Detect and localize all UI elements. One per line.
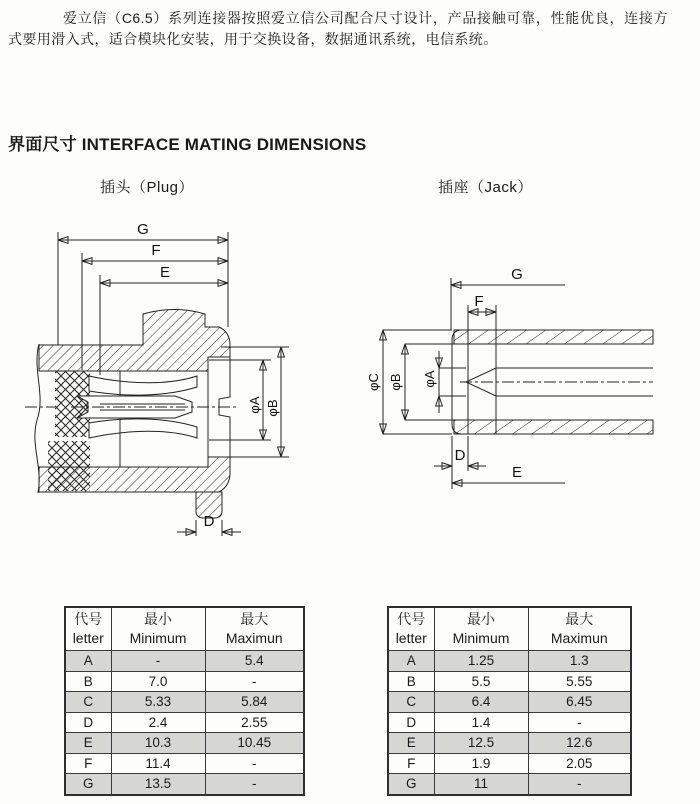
table-row (388, 733, 631, 754)
table-header-row (388, 607, 631, 651)
cell-max: - (528, 712, 631, 733)
cell-letter: B (65, 671, 111, 692)
intro-paragraph: 爱立信（C6.5）系列连接器按照爱立信公司配合尺寸设计，产品接触可靠，性能优良，连接方式要用滑入式，适合模块化安装，用于交换设备，数据通讯系统，电信系统。 (8, 10, 668, 47)
cell-letter: G (65, 774, 111, 795)
table-row (65, 712, 304, 733)
jack-dim-e-label: E (511, 464, 523, 481)
cell-max: - (205, 753, 304, 774)
cell-min: 2.4 (111, 712, 205, 733)
table-row (388, 774, 631, 795)
cell-letter: C (388, 692, 434, 713)
cell-letter: D (65, 712, 111, 733)
cell-max: - (205, 671, 304, 692)
table-row (65, 671, 304, 692)
cell-letter: F (65, 753, 111, 774)
plug-dim-phi-a-label: φA (247, 396, 262, 414)
table-row (388, 692, 631, 713)
cell-letter: G (388, 774, 434, 795)
jack-dim-g-label: G (511, 266, 523, 283)
cell-max: 6.45 (528, 692, 631, 713)
section-title: 界面尺寸 INTERFACE MATING DIMENSIONS (8, 135, 367, 154)
cell-min: 1.4 (434, 712, 528, 733)
cell-min: 7.0 (111, 671, 205, 692)
cell-letter: E (388, 733, 434, 754)
jack-dim-phi-c-label: φC (366, 373, 381, 391)
cell-letter: D (388, 712, 434, 733)
cell-min: 11 (434, 774, 528, 795)
col-header-maximum: 最大 Maximun (528, 607, 631, 651)
cell-min: - (111, 651, 205, 672)
plug-drawing (25, 205, 315, 550)
jack-dim-phi-b-label: φB (388, 373, 403, 391)
jack-dimensions-table (387, 606, 632, 796)
plug-label: 插头（Plug） (100, 179, 195, 196)
table-row (65, 774, 304, 795)
table-row (65, 753, 304, 774)
table-row (388, 753, 631, 774)
jack-label: 插座（Jack） (438, 179, 533, 196)
plug-dim-e-label: E (159, 264, 171, 281)
cell-min: 6.4 (434, 692, 528, 713)
cell-min: 5.33 (111, 692, 205, 713)
cell-letter: A (65, 651, 111, 672)
table-row (65, 651, 304, 672)
col-header-minimum: 最小 Minimum (111, 607, 205, 651)
cell-min: 1.9 (434, 753, 528, 774)
cell-min: 10.3 (111, 733, 205, 754)
plug-dim-g-label: G (137, 221, 149, 238)
col-header-letter: 代号 letter (65, 607, 111, 651)
cell-max: 2.05 (528, 753, 631, 774)
cell-min: 12.5 (434, 733, 528, 754)
plug-dim-d-label: D (203, 513, 215, 530)
jack-dim-f-label: F (474, 293, 484, 310)
cell-max: 5.84 (205, 692, 304, 713)
plug-dim-f-label: F (151, 242, 161, 259)
table-row (388, 712, 631, 733)
table-row (388, 651, 631, 672)
cell-max: 1.3 (528, 651, 631, 672)
jack-dim-phi-a-label: φA (422, 370, 437, 388)
plug-dimensions-table (64, 606, 305, 796)
col-header-maximum: 最大 Maximun (205, 607, 304, 651)
cell-max: - (205, 774, 304, 795)
cell-letter: B (388, 671, 434, 692)
cell-max: 5.4 (205, 651, 304, 672)
table-row (388, 671, 631, 692)
cell-min: 5.5 (434, 671, 528, 692)
plug-dim-phi-b-label: φB (265, 399, 280, 417)
cell-letter: F (388, 753, 434, 774)
col-header-letter: 代号 letter (388, 607, 434, 651)
cell-max: 2.55 (205, 712, 304, 733)
cell-max: - (528, 774, 631, 795)
cell-max: 5.55 (528, 671, 631, 692)
cell-min: 1.25 (434, 651, 528, 672)
jack-dim-d-label: D (454, 447, 466, 464)
table-row (65, 733, 304, 754)
cell-max: 12.6 (528, 733, 631, 754)
cell-min: 11.4 (111, 753, 205, 774)
col-header-minimum: 最小 Minimum (434, 607, 528, 651)
cell-min: 13.5 (111, 774, 205, 795)
jack-drawing (365, 255, 685, 505)
cell-letter: C (65, 692, 111, 713)
cell-letter: A (388, 651, 434, 672)
cell-letter: E (65, 733, 111, 754)
table-row (65, 692, 304, 713)
table-header-row (65, 607, 304, 651)
cell-max: 10.45 (205, 733, 304, 754)
